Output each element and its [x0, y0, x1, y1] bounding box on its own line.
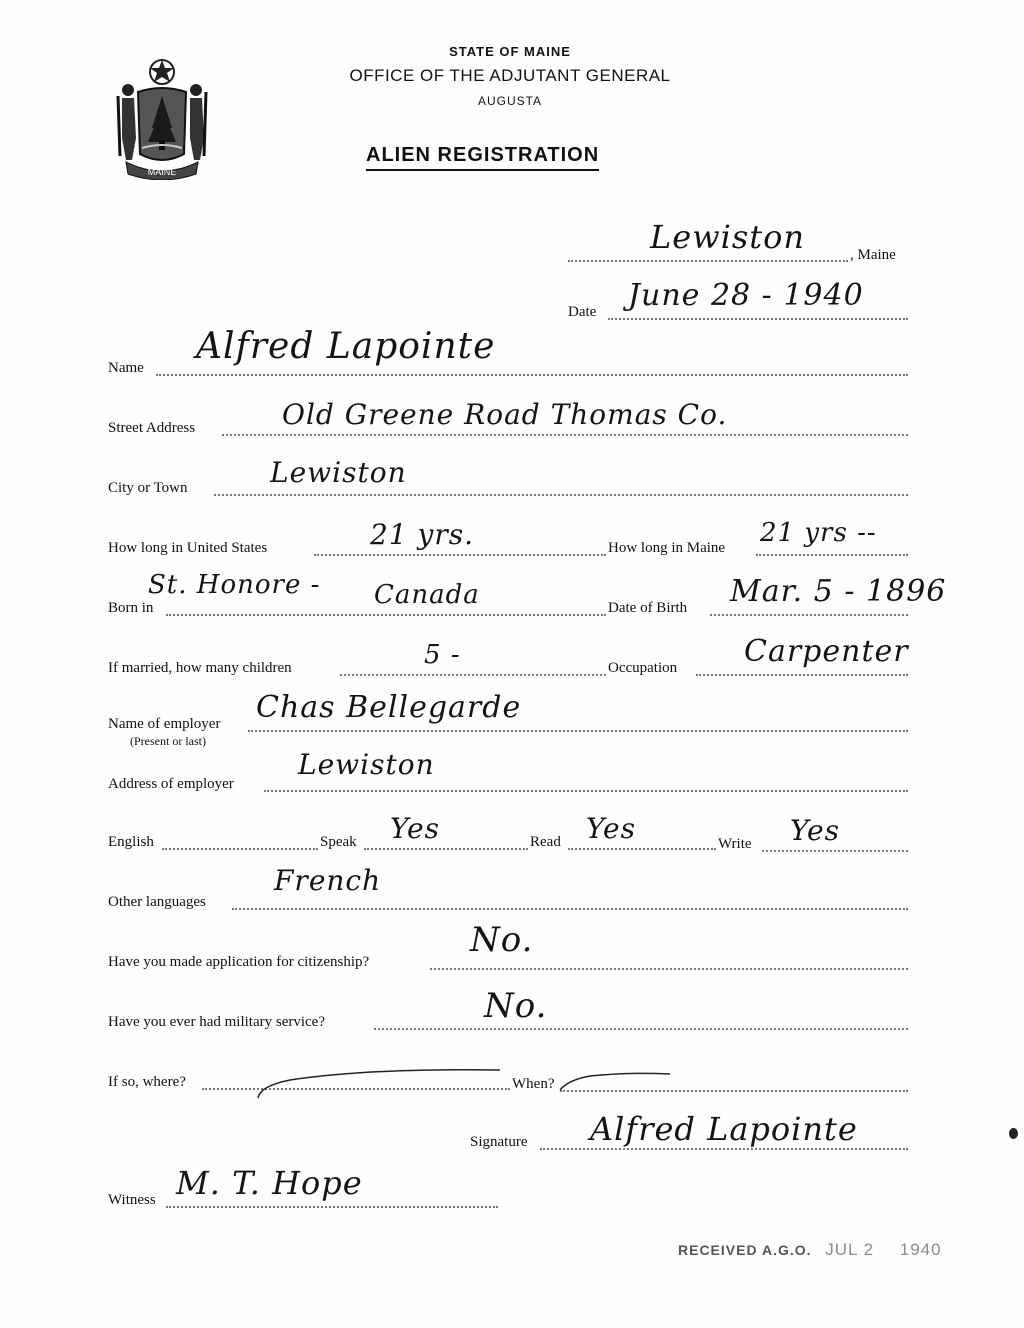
- ink-dot: [1009, 1128, 1018, 1139]
- stamp-received-text: RECEIVED A.G.O.: [678, 1242, 812, 1258]
- how-long-maine-line: [756, 554, 908, 556]
- town-value[interactable]: Lewiston: [650, 218, 805, 256]
- other-languages-line: [232, 908, 908, 910]
- employer-address-value[interactable]: Lewiston: [298, 748, 435, 781]
- employer-note: (Present or last): [130, 734, 206, 748]
- when-label: When?: [512, 1076, 555, 1092]
- witness-label: Witness: [108, 1192, 156, 1208]
- employer-line: [248, 730, 908, 732]
- speak-label: Speak: [320, 834, 357, 850]
- signature-line: [540, 1148, 908, 1150]
- dob-value[interactable]: Mar. 5 - 1896: [730, 574, 947, 609]
- speak-value[interactable]: Yes: [390, 812, 440, 845]
- state-heading: STATE OF MAINE: [449, 44, 571, 59]
- military-label: Have you ever had military service?: [108, 1014, 325, 1030]
- employer-value[interactable]: Chas Bellegarde: [256, 690, 522, 725]
- english-label: English: [108, 834, 154, 850]
- citizenship-value[interactable]: No.: [470, 920, 534, 960]
- other-languages-value[interactable]: French: [274, 864, 382, 897]
- name-line: [156, 374, 908, 376]
- city-line: [214, 494, 908, 496]
- dob-label: Date of Birth: [608, 600, 688, 616]
- street-line: [222, 434, 908, 436]
- stamp-date-text: JUL 2: [825, 1240, 875, 1259]
- office-heading: OFFICE OF THE ADJUTANT GENERAL: [349, 66, 671, 85]
- read-label: Read: [530, 834, 561, 850]
- occupation-line: [696, 674, 908, 676]
- how-long-us-label: How long in United States: [108, 540, 268, 556]
- maine-state-seal-icon: [108, 56, 216, 180]
- signature-label: Signature: [470, 1134, 528, 1150]
- how-long-maine-label: How long in Maine: [608, 540, 726, 556]
- city-heading: AUGUSTA: [477, 94, 543, 108]
- witness-value[interactable]: M. T. Hope: [176, 1164, 363, 1202]
- citizenship-label: Have you made application for citizenship?: [108, 954, 370, 970]
- street-label: Street Address: [108, 420, 196, 436]
- employer-address-line: [264, 790, 908, 792]
- stamp-year-text: 1940: [899, 1240, 942, 1259]
- dob-line: [710, 614, 908, 616]
- witness-line: [166, 1206, 498, 1208]
- name-label: Name: [108, 360, 144, 376]
- how-long-maine-value[interactable]: 21 yrs --: [760, 518, 877, 548]
- signature-value[interactable]: Alfred Lapointe: [590, 1110, 858, 1148]
- born-label: Born in: [108, 600, 154, 616]
- city-label: City or Town: [108, 480, 188, 496]
- where-label: If so, where?: [108, 1074, 186, 1090]
- name-value[interactable]: Alfred Lapointe: [196, 326, 496, 367]
- write-value[interactable]: Yes: [790, 814, 840, 847]
- write-line: [762, 850, 908, 852]
- date-line: [608, 318, 908, 320]
- form-title: ALIEN REGISTRATION: [366, 144, 599, 171]
- born-country-value[interactable]: Canada: [374, 580, 480, 610]
- street-value[interactable]: Old Greene Road Thomas Co.: [282, 398, 728, 431]
- speak-line: [364, 848, 528, 850]
- received-stamp: [678, 1240, 942, 1260]
- read-line: [568, 848, 716, 850]
- where-when-dash-strokes: [250, 1058, 670, 1108]
- english-line: [162, 848, 318, 850]
- citizenship-line: [430, 968, 908, 970]
- how-long-us-line: [314, 554, 606, 556]
- how-long-us-value[interactable]: 21 yrs.: [370, 518, 475, 551]
- read-value[interactable]: Yes: [586, 812, 636, 845]
- military-line: [374, 1028, 908, 1030]
- born-place-value[interactable]: St. Honore -: [148, 570, 321, 600]
- military-value[interactable]: No.: [484, 986, 548, 1026]
- write-label: Write: [718, 836, 752, 852]
- children-value[interactable]: 5 -: [424, 640, 461, 670]
- maine-label: , Maine: [850, 247, 896, 263]
- other-languages-label: Other languages: [108, 894, 206, 910]
- date-value[interactable]: June 28 - 1940: [628, 278, 864, 313]
- employer-address-label: Address of employer: [108, 776, 234, 792]
- occupation-value[interactable]: Carpenter: [744, 634, 909, 669]
- children-line: [340, 674, 606, 676]
- occupation-label: Occupation: [608, 660, 678, 676]
- seal-banner-text: MAINE: [147, 167, 177, 177]
- born-line: [166, 614, 606, 616]
- city-value[interactable]: Lewiston: [270, 456, 407, 489]
- children-label: If married, how many children: [108, 660, 292, 676]
- employer-label: Name of employer: [108, 716, 221, 732]
- town-line: [568, 260, 848, 262]
- date-label: Date: [568, 304, 597, 320]
